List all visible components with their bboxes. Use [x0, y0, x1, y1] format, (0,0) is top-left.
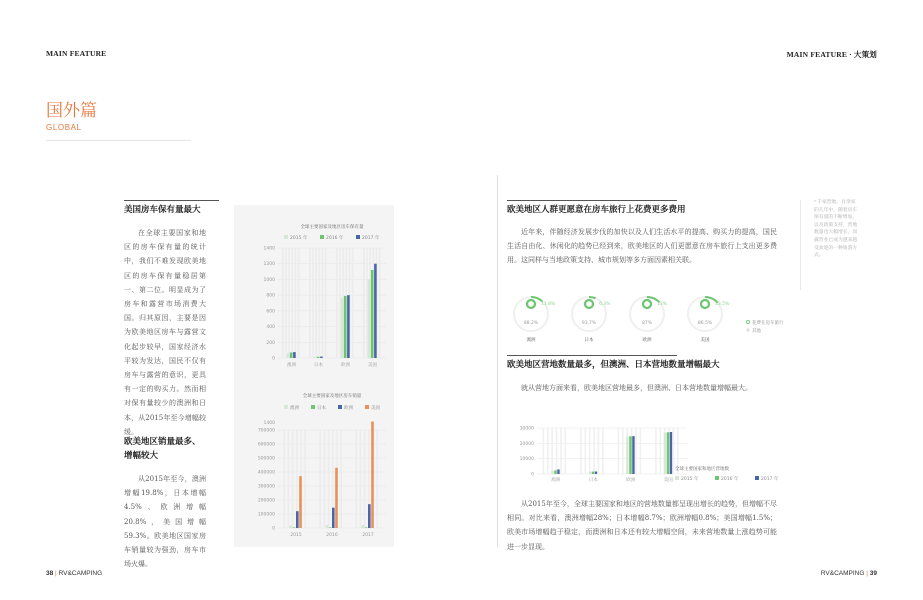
y-tick-label: 700000 — [257, 428, 275, 434]
y-tick-label: 800 — [266, 293, 275, 299]
legend-swatch — [675, 476, 679, 480]
column-guide — [589, 428, 591, 474]
bar — [287, 353, 290, 358]
donut-inner-ring — [527, 300, 535, 308]
column-guide — [339, 248, 341, 358]
legend-swatch — [284, 405, 288, 409]
column-guide — [640, 428, 642, 474]
x-tick-label: 欧洲 — [626, 478, 636, 483]
bar — [296, 511, 299, 528]
legend-swatch — [311, 405, 315, 409]
x-tick-label: 澳洲 — [287, 363, 296, 368]
bar — [290, 525, 293, 528]
legend-label: 美国 — [371, 406, 380, 411]
left-heading-1: 美国房车保有量最大 — [124, 205, 201, 215]
folio-right — [821, 570, 877, 577]
donut-slice — [589, 297, 596, 298]
column-guide — [547, 428, 549, 474]
right-heading-2: 欧美地区营地数量最多，但澳洲、日本营地数量增幅最大 — [507, 360, 720, 370]
bar — [293, 352, 296, 358]
bar — [335, 468, 338, 528]
column-guide — [285, 248, 287, 358]
legend-swatch — [755, 476, 759, 480]
section-title: 国外篇 — [46, 101, 97, 121]
bar — [332, 508, 335, 528]
bar — [326, 525, 329, 528]
column-guide — [593, 428, 595, 474]
legend-swatch — [320, 235, 324, 239]
x-tick-label: 澳洲 — [551, 478, 561, 483]
column-guide — [379, 248, 381, 358]
column-guide — [298, 248, 300, 358]
column-guide — [328, 430, 330, 528]
column-guide — [288, 248, 290, 358]
x-tick-label: 2015 — [290, 533, 302, 538]
chart-title: 全球主要国家及地区房车销量 — [302, 394, 362, 399]
y-tick-label: 200000 — [257, 498, 275, 504]
column-guide — [288, 430, 290, 528]
column-guide — [340, 430, 342, 528]
bar — [293, 527, 296, 528]
legend-label: 2016 年 — [721, 477, 739, 482]
donut-region-label: 欧洲 — [642, 338, 652, 343]
bar — [344, 296, 347, 358]
bar — [347, 295, 350, 358]
column-guide — [312, 248, 314, 358]
y-tick-label: 200 — [266, 340, 275, 346]
legend-label: 2017 年 — [761, 477, 779, 482]
bar — [554, 470, 556, 474]
y-tick-label: 600000 — [257, 442, 275, 448]
y-tick-label: 100000 — [257, 512, 275, 518]
right-para-1: 近年来，伴随经济发展步伐的加快以及人们生活水平的提高、购买力的提高，国民生活自由化、休闲化的趋势已经到来，欧美地区的人们更愿意在房车旅行上支出更多费用。这同样与当地政策支持、城市规划等多方面因素相关联。 — [507, 228, 777, 265]
bar — [557, 469, 559, 474]
donut-region-label: 美国 — [700, 338, 710, 343]
bar — [629, 436, 631, 474]
column-guide — [319, 430, 321, 528]
y-tick-label: 1400 — [263, 246, 275, 252]
column-guide — [580, 428, 582, 474]
column-guide — [618, 428, 620, 474]
donut-other-label: 93.7% — [581, 321, 597, 326]
y-tick-label: 1400 — [263, 421, 275, 426]
bar — [667, 432, 669, 474]
page-number-left: 38 — [46, 570, 54, 577]
folio-sep-left: | — [55, 570, 57, 577]
column-guide — [292, 430, 294, 528]
note-rule — [800, 200, 801, 290]
donut-spend-label: 13% — [657, 302, 668, 307]
column-guide — [560, 428, 562, 474]
y-tick-label: 10000 — [519, 457, 534, 463]
column-guide — [282, 248, 284, 358]
column-guide — [655, 428, 657, 474]
page-number-right: 39 — [869, 570, 877, 577]
legend-swatch — [284, 235, 288, 239]
folio-left — [46, 570, 102, 577]
bar — [371, 270, 374, 358]
bar — [368, 504, 371, 528]
legend-label: 欧洲 — [344, 406, 353, 411]
y-tick-label: 1200 — [263, 262, 275, 268]
bar — [670, 432, 672, 474]
column-guide — [325, 248, 327, 358]
bar — [592, 472, 594, 474]
column-guide — [304, 430, 306, 528]
legend-swatch — [746, 320, 749, 323]
left-para-1: 在全球主要国家和地区的房车保有量的统计中，我们不难发现欧美地区的房车保有量稳居第一、第二位。明显成为了房车和露营市场消费大国。归其原因，主要是因为欧美地区房车与露营文化起步较早，国家经济水平较为发达，国民不仅有房车与露营的意识，更具有一定的购买力。然而相对保有量较少的澳洲和日本，从2015年至今增幅较缓。 — [124, 229, 206, 436]
bar — [329, 527, 332, 528]
column-guide — [360, 430, 362, 528]
sidebar-note: * 千家营地、百余家的几年中，随着房车保有量的不断增加，以及政策支持，营地数量也大幅增长，而露营业已成为越来越受欢迎的一种旅游方式。 — [814, 200, 858, 259]
column-guide — [565, 428, 567, 474]
column-guide — [673, 428, 675, 474]
chart-title: 全球主要国家及地区房车保有量 — [300, 225, 364, 230]
bar — [317, 357, 320, 358]
legend-swatch — [338, 405, 342, 409]
title-rule — [46, 140, 191, 141]
column-guide — [551, 428, 553, 474]
bar — [362, 525, 365, 528]
left-para-2: 从2015年至今，澳洲增幅19.8%，日本增幅4.5%、欧洲增幅20.8%，美国增幅59.3%。欧美地区国家房车销量较为强劲，房车市场火爆。 — [124, 475, 206, 569]
y-tick-label: 0 — [531, 472, 534, 478]
donut-region-label: 日本 — [584, 338, 594, 343]
x-tick-label: 2016 — [326, 533, 338, 538]
column-guide — [309, 248, 311, 358]
x-tick-label: 2017 — [362, 533, 374, 538]
y-tick-label: 0 — [272, 526, 275, 532]
legend-label: 2015 年 — [681, 477, 699, 482]
spine-divider — [497, 175, 498, 547]
bar — [365, 527, 368, 528]
column-guide — [355, 430, 357, 528]
column-guide — [292, 248, 294, 358]
ownership-chart — [264, 223, 386, 368]
campsite-chart — [505, 418, 795, 490]
y-tick-label: 20000 — [519, 441, 534, 447]
legend-label: 花费在房车旅行 — [752, 321, 784, 326]
legend-label: 日本 — [317, 406, 326, 411]
running-header-right: MAIN FEATURE · 大策划 — [786, 50, 877, 59]
bar — [626, 436, 628, 474]
folio-left-text: RV&CAMPING — [58, 570, 103, 577]
x-tick-label: 日本 — [314, 363, 323, 368]
column-guide — [366, 248, 368, 358]
legend-label: 2015 年 — [290, 236, 308, 241]
left-heading-2: 欧美地区销量最多、增幅较大 — [124, 437, 201, 461]
bar — [314, 357, 317, 358]
column-guide — [602, 428, 604, 474]
donut-other-label: 87% — [641, 321, 653, 326]
bar — [299, 476, 302, 528]
column-guide — [319, 248, 321, 358]
column-guide — [364, 430, 366, 528]
column-guide — [363, 248, 365, 358]
right-heading-1: 欧美地区人群更愿意在房车旅行上花费更多费用 — [507, 205, 686, 215]
y-tick-label: 30000 — [519, 426, 534, 432]
chart-panel-svg — [234, 205, 394, 547]
bar — [341, 298, 344, 358]
column-guide — [598, 428, 600, 474]
bar — [664, 433, 666, 474]
legend-swatch — [715, 476, 719, 480]
column-guide — [283, 430, 285, 528]
folio-sep-right: | — [866, 570, 868, 577]
column-guide — [315, 248, 317, 358]
donut-other-label: 86.5% — [697, 321, 713, 326]
y-tick-label: 400 — [266, 325, 275, 331]
sales-chart — [258, 392, 386, 538]
bar — [374, 264, 377, 358]
donut-inner-ring — [585, 300, 593, 308]
y-tick-label: 600 — [266, 309, 275, 315]
legend-label: 其他 — [752, 329, 761, 334]
heading-rule — [124, 200, 219, 201]
column-guide — [322, 248, 324, 358]
column-guide — [585, 428, 587, 474]
bar — [551, 471, 553, 474]
folio-right-text: RV&CAMPING — [820, 570, 865, 577]
column-guide — [376, 430, 378, 528]
bar — [320, 357, 323, 358]
bar — [290, 353, 293, 359]
spending-donuts — [505, 292, 795, 352]
column-guide — [543, 428, 545, 474]
donut-spend-label: 13.5% — [715, 302, 730, 307]
legend-swatch — [356, 235, 360, 239]
right-para-2: 就从营地方面来看，欧美地区营地最多，但澳洲、日本营地数量增幅最大。 — [521, 384, 752, 392]
column-guide — [324, 430, 326, 528]
x-tick-label: 美国 — [368, 363, 377, 368]
legend-swatch — [365, 405, 369, 409]
y-tick-label: 500000 — [257, 456, 275, 462]
y-tick-label: 300000 — [257, 484, 275, 490]
y-tick-label: 0 — [272, 356, 275, 362]
x-tick-label: 美国 — [663, 478, 673, 483]
legend-label: 2016 年 — [326, 236, 344, 241]
donut-inner-ring — [643, 300, 651, 308]
column-guide — [295, 248, 297, 358]
column-guide — [336, 248, 338, 358]
section-subtitle: GLOBAL — [46, 123, 82, 132]
donut-region-label: 澳洲 — [526, 338, 536, 343]
column-guide — [352, 248, 354, 358]
donut-spend-label: 6.3% — [599, 302, 611, 307]
legend-swatch — [746, 328, 749, 331]
bar — [595, 471, 597, 474]
bar — [368, 279, 371, 358]
legend-label: 澳洲 — [290, 406, 299, 411]
x-tick-label: 欧洲 — [341, 363, 350, 368]
chart-title: 全球主要国家和地区营地数 — [675, 467, 729, 472]
donut-inner-ring — [701, 300, 709, 308]
right-heading-rule-2 — [507, 355, 677, 356]
bar — [371, 422, 374, 528]
right-para-3: 从2015年至今，全球主要国家和地区的营地数量都呈现出增长的趋势，但增幅不尽相同。对比来看，澳洲增幅28%；日本增幅8.7%；欧洲增幅0.8%；美国增幅1.5%；欧美市场增幅趋于稳定，而澳洲和日本还有较大增幅空间，未来营地数量上涨趋势可能进一步显现。 — [507, 500, 777, 551]
donut-other-label: 88.2% — [523, 321, 539, 326]
column-guide — [622, 428, 624, 474]
column-guide — [660, 428, 662, 474]
y-tick-label: 400000 — [257, 470, 275, 476]
right-heading-rule — [507, 200, 677, 201]
donut-spend-label: 11.8% — [541, 302, 556, 307]
column-guide — [635, 428, 637, 474]
y-tick-label: 1000 — [263, 277, 275, 283]
bar — [589, 472, 591, 474]
bar — [632, 436, 634, 474]
running-header-left: MAIN FEATURE — [46, 49, 107, 58]
x-tick-label: 日本 — [588, 478, 598, 483]
column-guide — [556, 428, 558, 474]
legend-label: 2017 年 — [362, 236, 380, 241]
